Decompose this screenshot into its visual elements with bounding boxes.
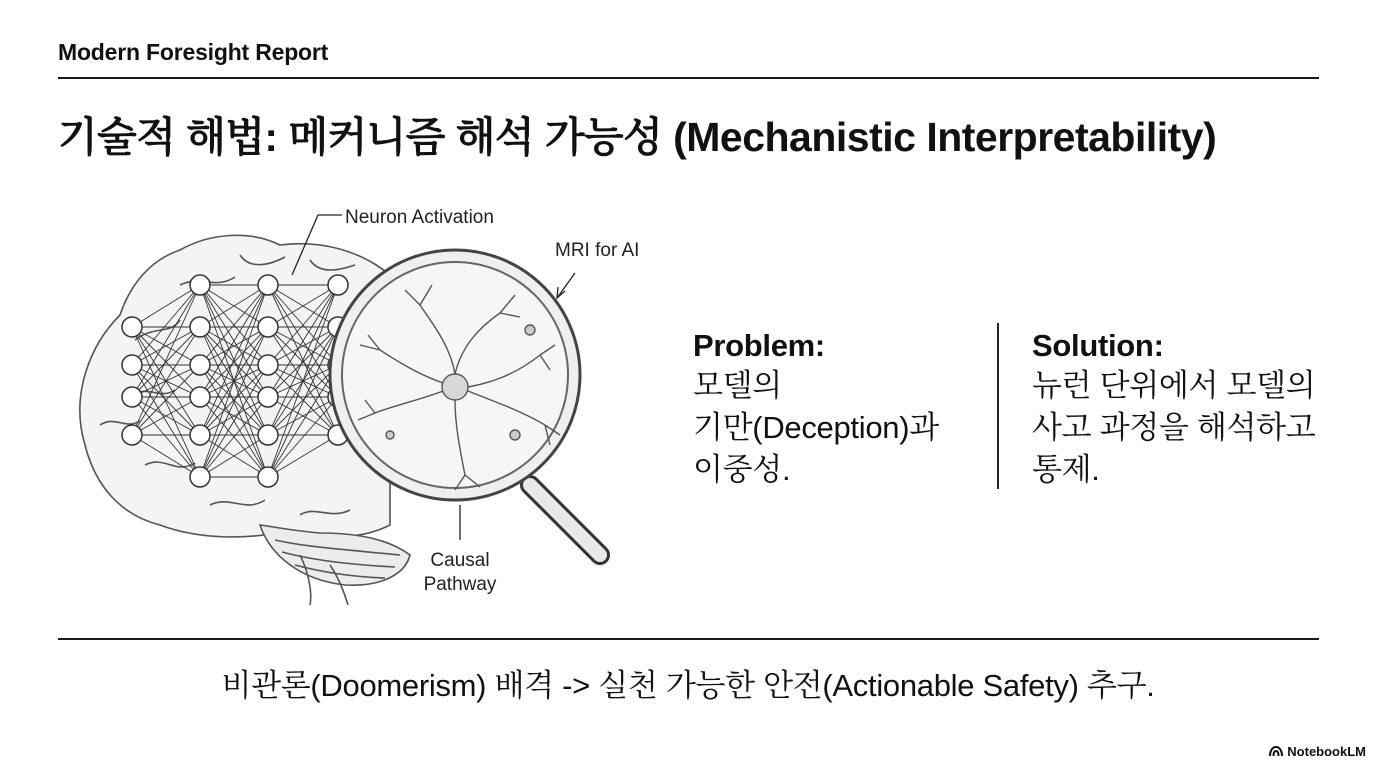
solution-heading: Solution: xyxy=(1032,328,1164,363)
network-node xyxy=(122,387,142,407)
brain-illustration xyxy=(60,195,660,605)
problem-line: 모델의 xyxy=(693,368,782,403)
network-node xyxy=(258,317,278,337)
solution-line: 사고 과정을 해석하고 xyxy=(1032,410,1316,445)
label-pathway: Pathway xyxy=(423,574,497,595)
problem-block xyxy=(693,327,973,491)
label-mri-for-ai: MRI for AI xyxy=(555,240,640,261)
network-node xyxy=(258,467,278,487)
problem-heading: Problem: xyxy=(693,328,825,363)
network-node xyxy=(190,467,210,487)
network-node xyxy=(190,355,210,375)
network-node xyxy=(122,317,142,337)
network-node xyxy=(328,275,348,295)
network-node xyxy=(190,425,210,445)
network-node xyxy=(258,387,278,407)
solution-body xyxy=(1032,365,1322,491)
label-causal: Causal xyxy=(430,550,490,571)
footer-summary: 비관론(Doomerism) 배격 -> 실천 가능한 안전(Actionable Safety) 추구. xyxy=(221,668,1155,703)
brand-name: NotebookLM xyxy=(1287,744,1366,759)
network-node xyxy=(190,317,210,337)
label-neuron-activation: Neuron Activation xyxy=(345,207,494,228)
problem-body xyxy=(693,365,973,491)
network-node xyxy=(258,425,278,445)
solution-line: 뉴런 단위에서 모델의 xyxy=(1032,368,1316,403)
network-node xyxy=(190,387,210,407)
top-divider xyxy=(58,77,1319,79)
solution-block xyxy=(1032,327,1322,491)
bottom-divider xyxy=(58,638,1319,640)
notebooklm-logo-icon xyxy=(1269,746,1283,757)
problem-line: 이중성. xyxy=(693,452,791,487)
network-node xyxy=(258,355,278,375)
network-node xyxy=(122,425,142,445)
page-title: 기술적 해법: 메커니즘 해석 가능성 (Mechanistic Interpretability) xyxy=(58,114,1217,160)
solution-line: 통제. xyxy=(1032,452,1100,487)
network-node xyxy=(190,275,210,295)
brand-badge xyxy=(1269,744,1366,759)
network-node xyxy=(122,355,142,375)
report-label: Modern Foresight Report xyxy=(58,39,329,65)
network-node xyxy=(258,275,278,295)
column-divider xyxy=(997,323,999,489)
problem-line: 기만(Deception)과 xyxy=(693,410,939,445)
